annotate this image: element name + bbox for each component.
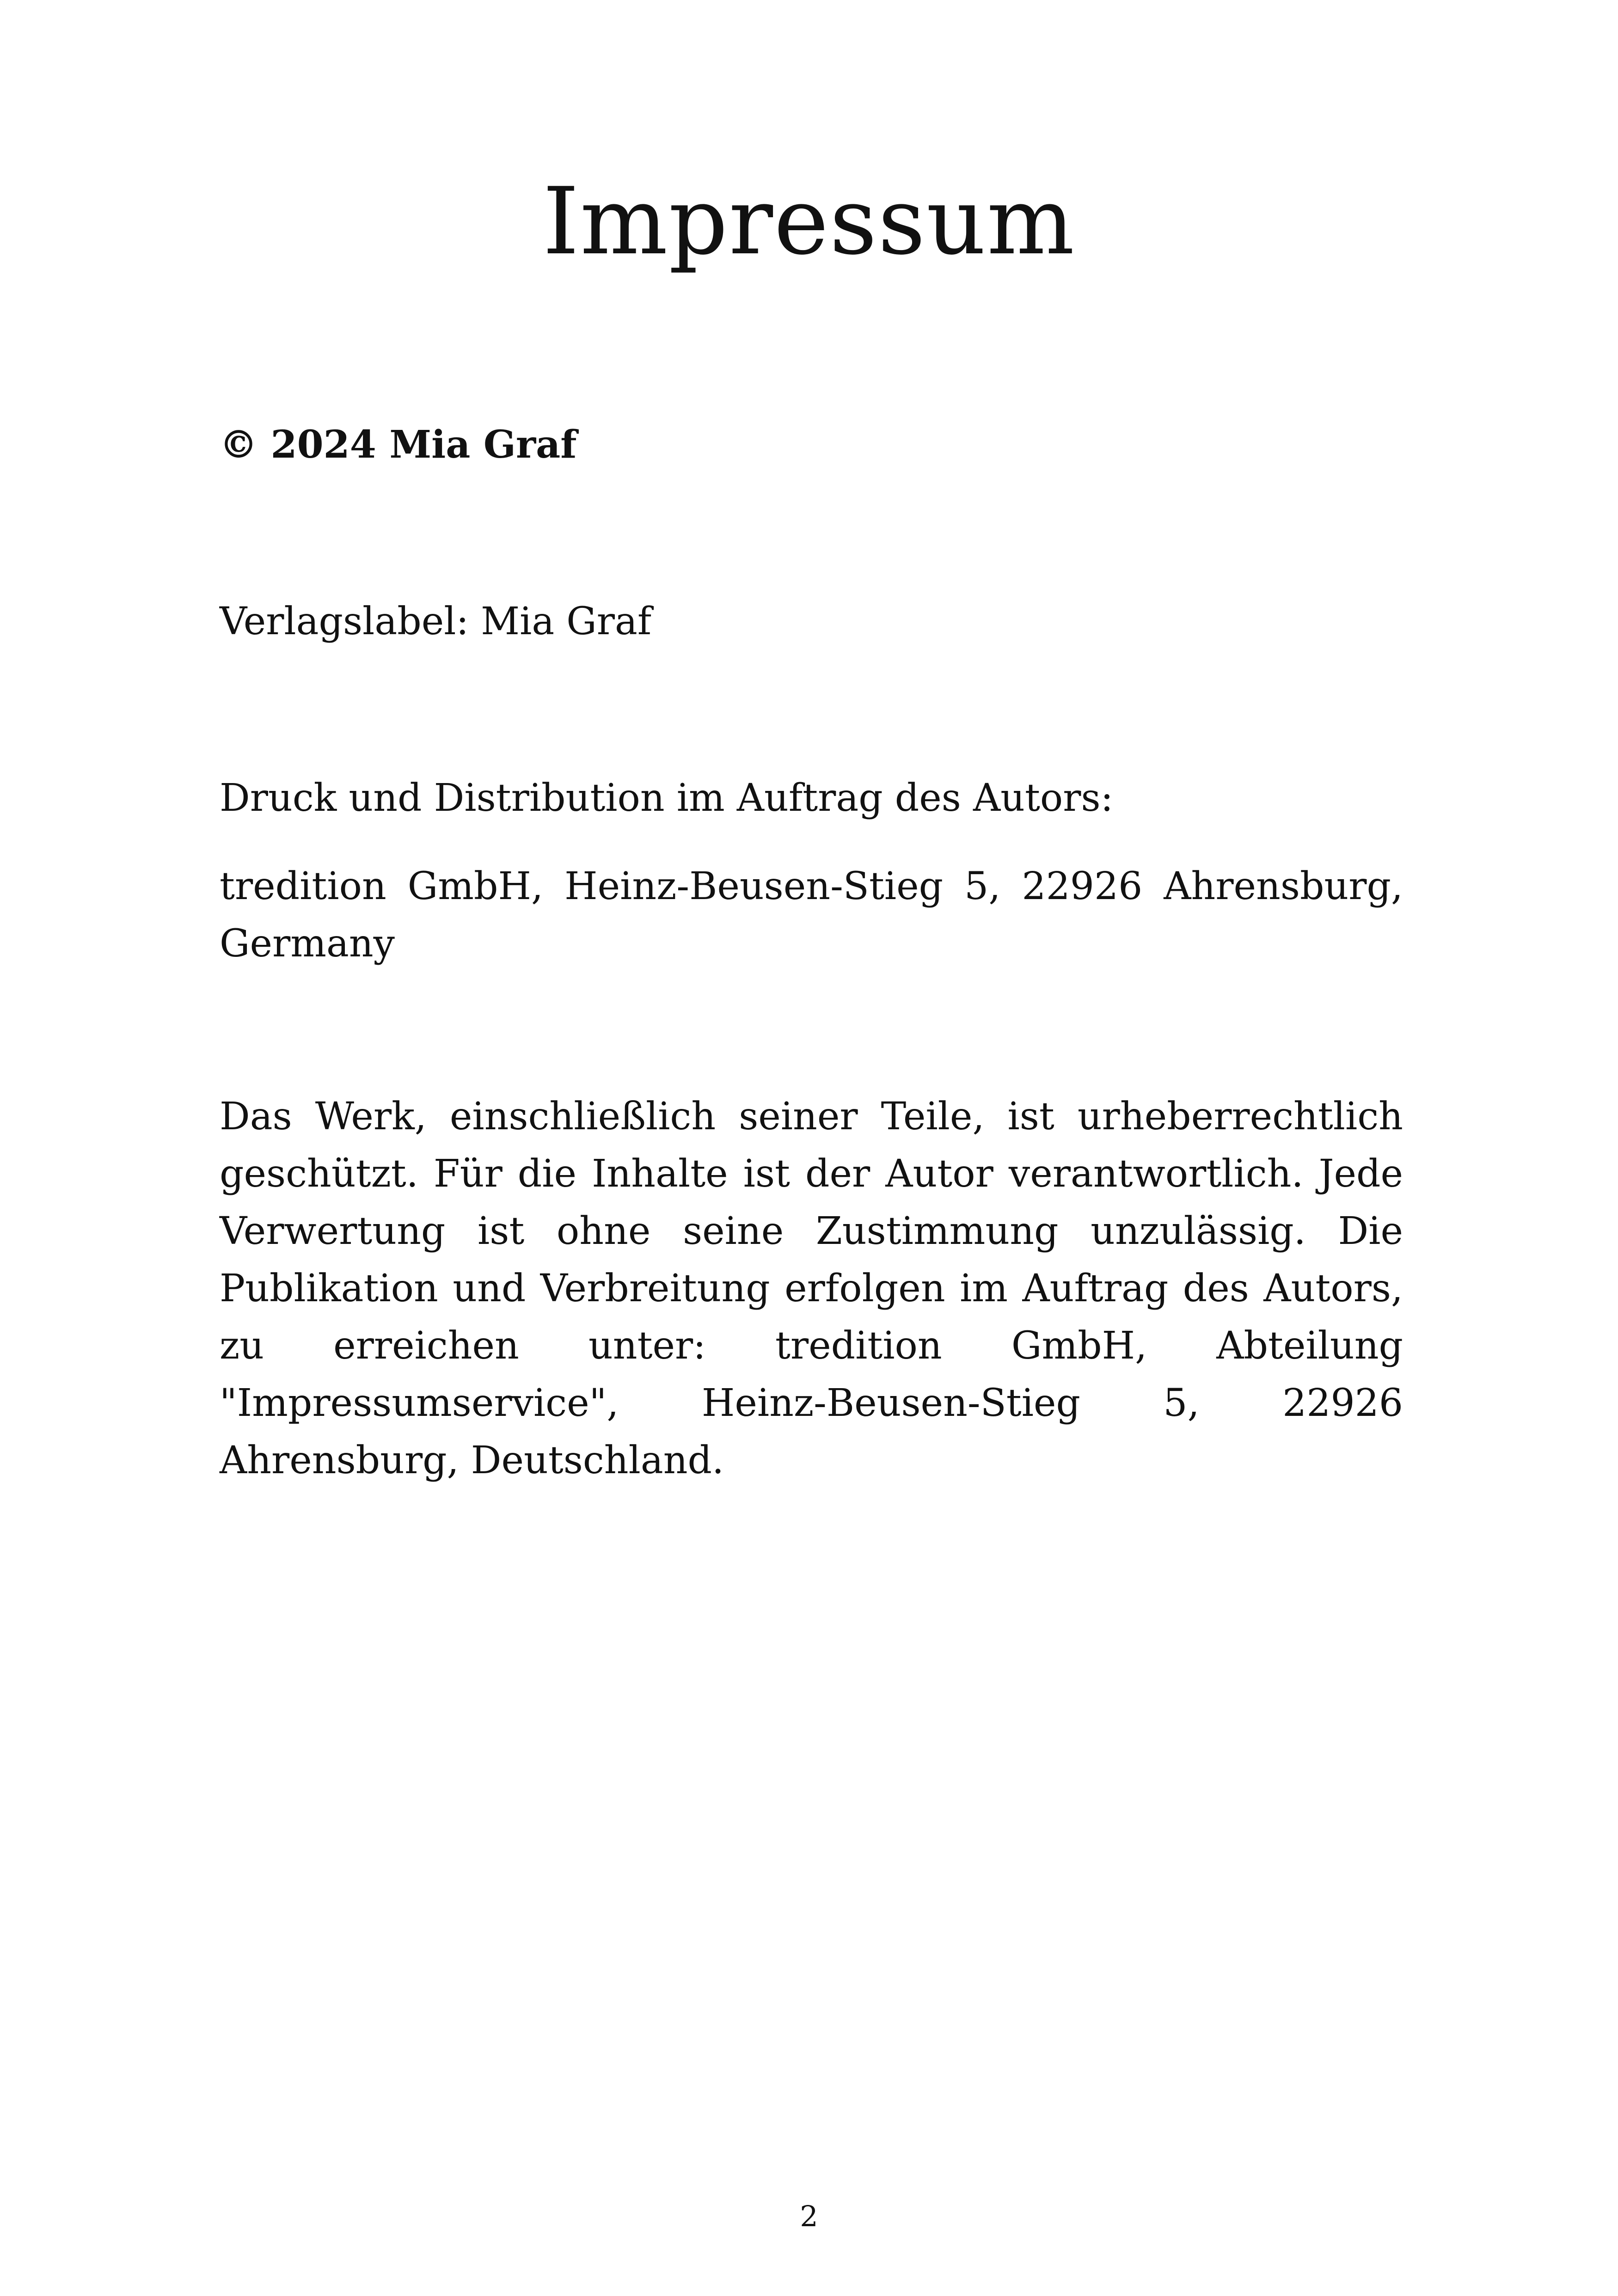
page-number: 2	[800, 2199, 818, 2233]
legal-notice: Das Werk, einschließlich seiner Teile, ist urheberrechtlich geschützt. Für die Inhalte ist der Autor verantwortlich. Jede Verwertung ist ohne seine Zustimmung unzulässig. Die Publikation und Verbreitung erfolgen im Auftrag des Autors, zu erreichen unter: tredition GmbH, Abteilung "Impressumservice", Heinz-Beusen-Stieg 5, 22926 Ahrensburg, Deutschland.	[220, 1095, 1403, 1482]
print-distribution-address: tredition GmbH, Heinz-Beusen-Stieg 5, 22926 Ahrensburg, Germany	[220, 864, 1403, 966]
print-distribution-heading: Druck und Distribution im Auftrag des Autors:	[220, 776, 1114, 820]
publisher-label: Verlagslabel: Mia Graf	[220, 600, 652, 643]
copyright-notice: © 2024 Mia Graf	[220, 422, 577, 467]
page-title: Impressum	[542, 168, 1076, 276]
